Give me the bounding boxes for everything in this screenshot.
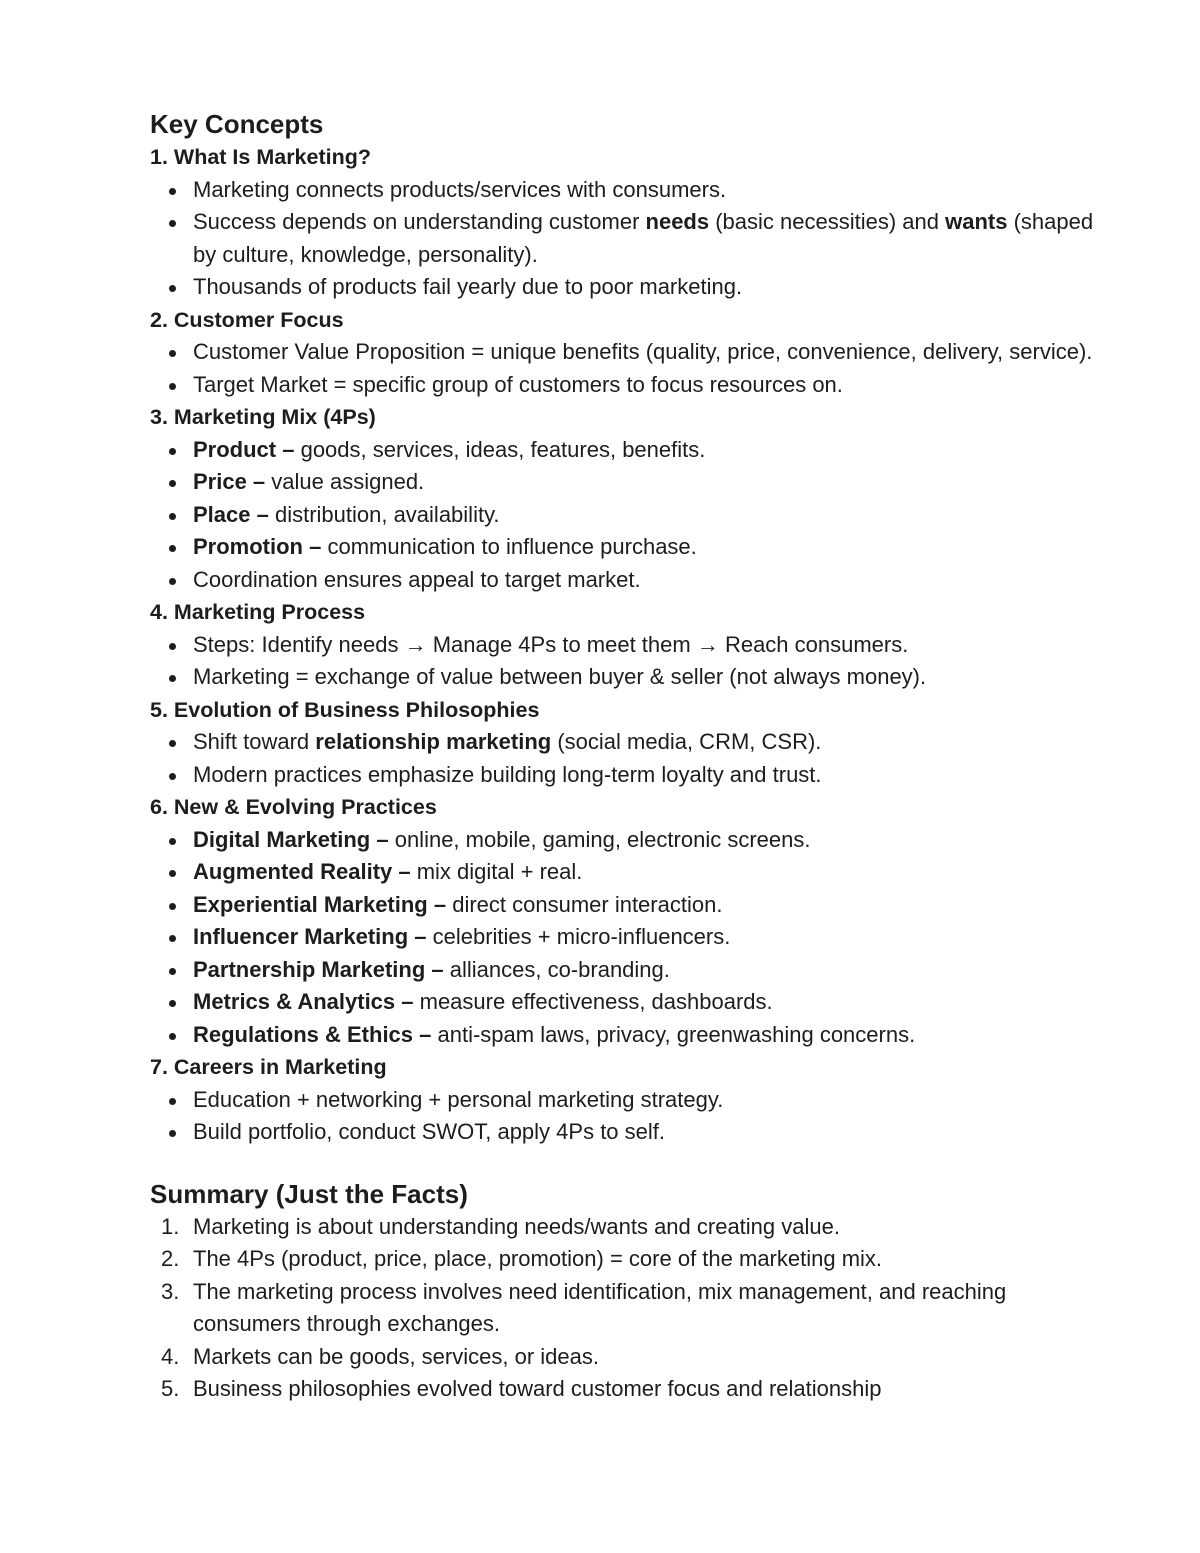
summary-item — [150, 1211, 1110, 1244]
section-heading: 6. New & Evolving Practices — [150, 795, 437, 819]
item-text: (basic necessities) and — [709, 209, 946, 234]
summary-item — [150, 1276, 1110, 1341]
list-item — [150, 629, 1110, 662]
section-heading: 5. Evolution of Business Philosophies — [150, 697, 540, 722]
section-heading: 1. What Is Marketing? — [150, 145, 372, 169]
item-text: communication to influence purchase. — [321, 534, 697, 559]
item-text: Modern practices emphasize building long-term loyalty and trust. — [193, 761, 822, 787]
item-text: Build portfolio, conduct SWOT, apply 4Ps to self. — [193, 1119, 666, 1144]
bold-text: Promotion – — [193, 534, 322, 559]
item-text: Markets can be goods, services, or ideas. — [193, 1343, 599, 1369]
item-text: Marketing connects products/services with consumers. — [193, 176, 727, 202]
list-item — [150, 531, 1110, 564]
bold-text: Regulations & Ethics – — [193, 1021, 432, 1047]
bold-text: Influencer Marketing – — [193, 924, 427, 949]
section-heading: 2. Customer Focus — [150, 307, 344, 332]
bold-text: Digital Marketing – — [193, 826, 389, 852]
item-text: Education + networking + personal marketing strategy. — [193, 1086, 724, 1112]
item-text: Thousands of products fail yearly due to poor marketing. — [193, 274, 743, 299]
list-item — [150, 1116, 1110, 1149]
list-item — [150, 174, 1110, 207]
list-item — [150, 466, 1110, 499]
list-item — [150, 954, 1110, 987]
list-item — [150, 986, 1110, 1019]
bold-text: Product – — [193, 436, 295, 462]
list-item — [150, 1084, 1110, 1117]
bullet-list — [150, 336, 1110, 401]
list-item — [150, 889, 1110, 922]
item-number: 4. — [161, 1343, 180, 1369]
bold-text: needs — [645, 209, 710, 234]
item-text: measure effectiveness, dashboards. — [413, 989, 773, 1014]
summary-item — [150, 1243, 1110, 1276]
key-concepts-sections — [150, 141, 1110, 1149]
bold-text: relationship marketing — [315, 729, 552, 754]
summary-list — [150, 1211, 1110, 1406]
bullet-list — [150, 629, 1110, 694]
item-number: 1. — [161, 1213, 180, 1239]
item-text: Customer Value Proposition = unique benefits (quality, price, convenience, delivery, service). — [193, 339, 1093, 364]
bold-text: Place – — [193, 501, 269, 527]
bold-text: Augmented Reality – — [193, 859, 411, 884]
item-text: online, mobile, gaming, electronic screens. — [388, 826, 811, 852]
key-concepts-title: Key Concepts — [150, 109, 324, 139]
item-text: distribution, availability. — [268, 501, 500, 527]
item-text: value assigned. — [265, 469, 425, 494]
list-item — [150, 271, 1110, 304]
item-text: The 4Ps (product, price, place, promotion) = core of the marketing mix. — [193, 1246, 883, 1271]
list-item — [150, 856, 1110, 889]
item-text: Marketing = exchange of value between buyer & seller (not always money). — [193, 664, 927, 689]
bold-text: Metrics & Analytics – — [193, 989, 414, 1014]
document-body — [150, 107, 1110, 1406]
item-number: 3. — [161, 1278, 180, 1304]
item-text: Success depends on understanding customer — [193, 209, 646, 234]
section-heading: 7. Careers in Marketing — [150, 1055, 387, 1079]
list-item — [150, 206, 1110, 271]
list-item — [150, 564, 1110, 597]
item-text: Coordination ensures appeal to target market. — [193, 566, 641, 592]
item-text: Target Market = specific group of customers to focus resources on. — [193, 371, 843, 397]
section-heading: 3. Marketing Mix (4Ps) — [150, 405, 376, 429]
item-text: (social media, CRM, CSR). — [551, 729, 822, 754]
list-item — [150, 824, 1110, 857]
bold-text: wants — [945, 209, 1008, 234]
item-text: Marketing is about understanding needs/wants and creating value. — [193, 1213, 840, 1239]
bold-text: Experiential Marketing – — [193, 891, 447, 917]
summary-item — [150, 1373, 1110, 1406]
summary-title: Summary (Just the Facts) — [150, 1178, 468, 1209]
bullet-list — [150, 434, 1110, 597]
bold-text: Partnership Marketing – — [193, 956, 444, 982]
bullet-list — [150, 1084, 1110, 1149]
list-item — [150, 921, 1110, 954]
list-item — [150, 759, 1110, 792]
list-item — [150, 1019, 1110, 1052]
list-item — [150, 499, 1110, 532]
item-text: goods, services, ideas, features, benefits. — [294, 436, 706, 462]
item-text: direct consumer interaction. — [446, 891, 723, 917]
list-item — [150, 661, 1110, 694]
item-text: (shaped by culture, knowledge, personality). — [193, 209, 1094, 267]
item-text: alliances, co-branding. — [443, 956, 670, 982]
item-number: 5. — [161, 1376, 180, 1401]
bullet-list — [150, 824, 1110, 1052]
list-item — [150, 369, 1110, 402]
item-text: Steps: Identify needs → Manage 4Ps to meet them → Reach consumers. — [193, 631, 909, 657]
item-text: mix digital + real. — [410, 859, 583, 884]
item-text: The marketing process involves need identification, mix management, and reaching consumers through exchanges. — [193, 1278, 1007, 1336]
item-number: 2. — [161, 1246, 180, 1271]
summary-item — [150, 1341, 1110, 1374]
bold-text: Price – — [193, 469, 266, 494]
section-heading: 4. Marketing Process — [150, 600, 366, 624]
list-item — [150, 434, 1110, 467]
bullet-list — [150, 726, 1110, 791]
item-text: Business philosophies evolved toward customer focus and relationship — [193, 1376, 882, 1401]
bullet-list — [150, 174, 1110, 304]
item-text: Shift toward — [193, 729, 316, 754]
list-item — [150, 726, 1110, 759]
list-item — [150, 336, 1110, 369]
item-text: celebrities + micro-influencers. — [426, 924, 731, 949]
item-text: anti-spam laws, privacy, greenwashing concerns. — [431, 1021, 916, 1047]
